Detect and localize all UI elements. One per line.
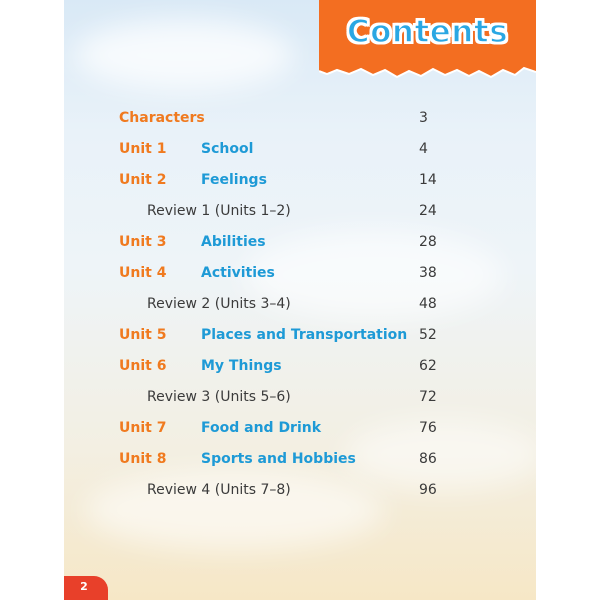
toc-row-unit4 <box>64 265 536 289</box>
table-of-contents <box>64 0 536 600</box>
toc-page-number: 52 <box>419 327 437 343</box>
toc-page-number: 86 <box>419 451 437 467</box>
toc-unit-title: Abilities <box>201 234 266 250</box>
toc-row-review2 <box>64 296 536 320</box>
toc-unit-label: Unit 1 <box>119 141 167 157</box>
toc-unit-label: Unit 6 <box>119 358 167 374</box>
toc-page-number: 72 <box>419 389 437 405</box>
toc-row-unit3 <box>64 234 536 258</box>
toc-row-unit5 <box>64 327 536 351</box>
toc-row-unit2 <box>64 172 536 196</box>
toc-row-unit6 <box>64 358 536 382</box>
toc-unit-title: School <box>201 141 254 157</box>
page-title: Contents <box>346 14 509 50</box>
toc-unit-title: My Things <box>201 358 282 374</box>
toc-review-label: Review 2 (Units 3–4) <box>147 296 291 312</box>
toc-page-number: 96 <box>419 482 437 498</box>
toc-review-label: Review 1 (Units 1–2) <box>147 203 291 219</box>
toc-unit-label: Unit 4 <box>119 265 167 281</box>
toc-unit-label: Unit 2 <box>119 172 167 188</box>
toc-unit-label: Unit 7 <box>119 420 167 436</box>
toc-row-review1 <box>64 203 536 227</box>
toc-page-number: 48 <box>419 296 437 312</box>
toc-unit-title: Activities <box>201 265 275 281</box>
toc-label: Characters <box>119 110 205 126</box>
toc-row-unit8 <box>64 451 536 475</box>
toc-unit-title: Feelings <box>201 172 267 188</box>
toc-review-label: Review 3 (Units 5–6) <box>147 389 291 405</box>
toc-row-unit1 <box>64 141 536 165</box>
toc-page-number: 14 <box>419 172 437 188</box>
toc-unit-title: Sports and Hobbies <box>201 451 356 467</box>
toc-unit-label: Unit 8 <box>119 451 167 467</box>
page-number: 2 <box>80 580 88 593</box>
toc-row-review3 <box>64 389 536 413</box>
book-page <box>64 0 536 600</box>
toc-row-review4 <box>64 482 536 506</box>
toc-page-number: 3 <box>419 110 428 126</box>
toc-unit-label: Unit 5 <box>119 327 167 343</box>
toc-page-number: 76 <box>419 420 437 436</box>
toc-page-number: 28 <box>419 234 437 250</box>
toc-unit-title: Places and Transportation <box>201 327 408 343</box>
toc-unit-title: Food and Drink <box>201 420 322 436</box>
toc-page-number: 62 <box>419 358 437 374</box>
toc-page-number: 38 <box>419 265 437 281</box>
toc-page-number: 24 <box>419 203 437 219</box>
toc-review-label: Review 4 (Units 7–8) <box>147 482 291 498</box>
toc-unit-label: Unit 3 <box>119 234 167 250</box>
toc-row-unit7 <box>64 420 536 444</box>
toc-row-characters <box>64 110 536 134</box>
toc-page-number: 4 <box>419 141 428 157</box>
